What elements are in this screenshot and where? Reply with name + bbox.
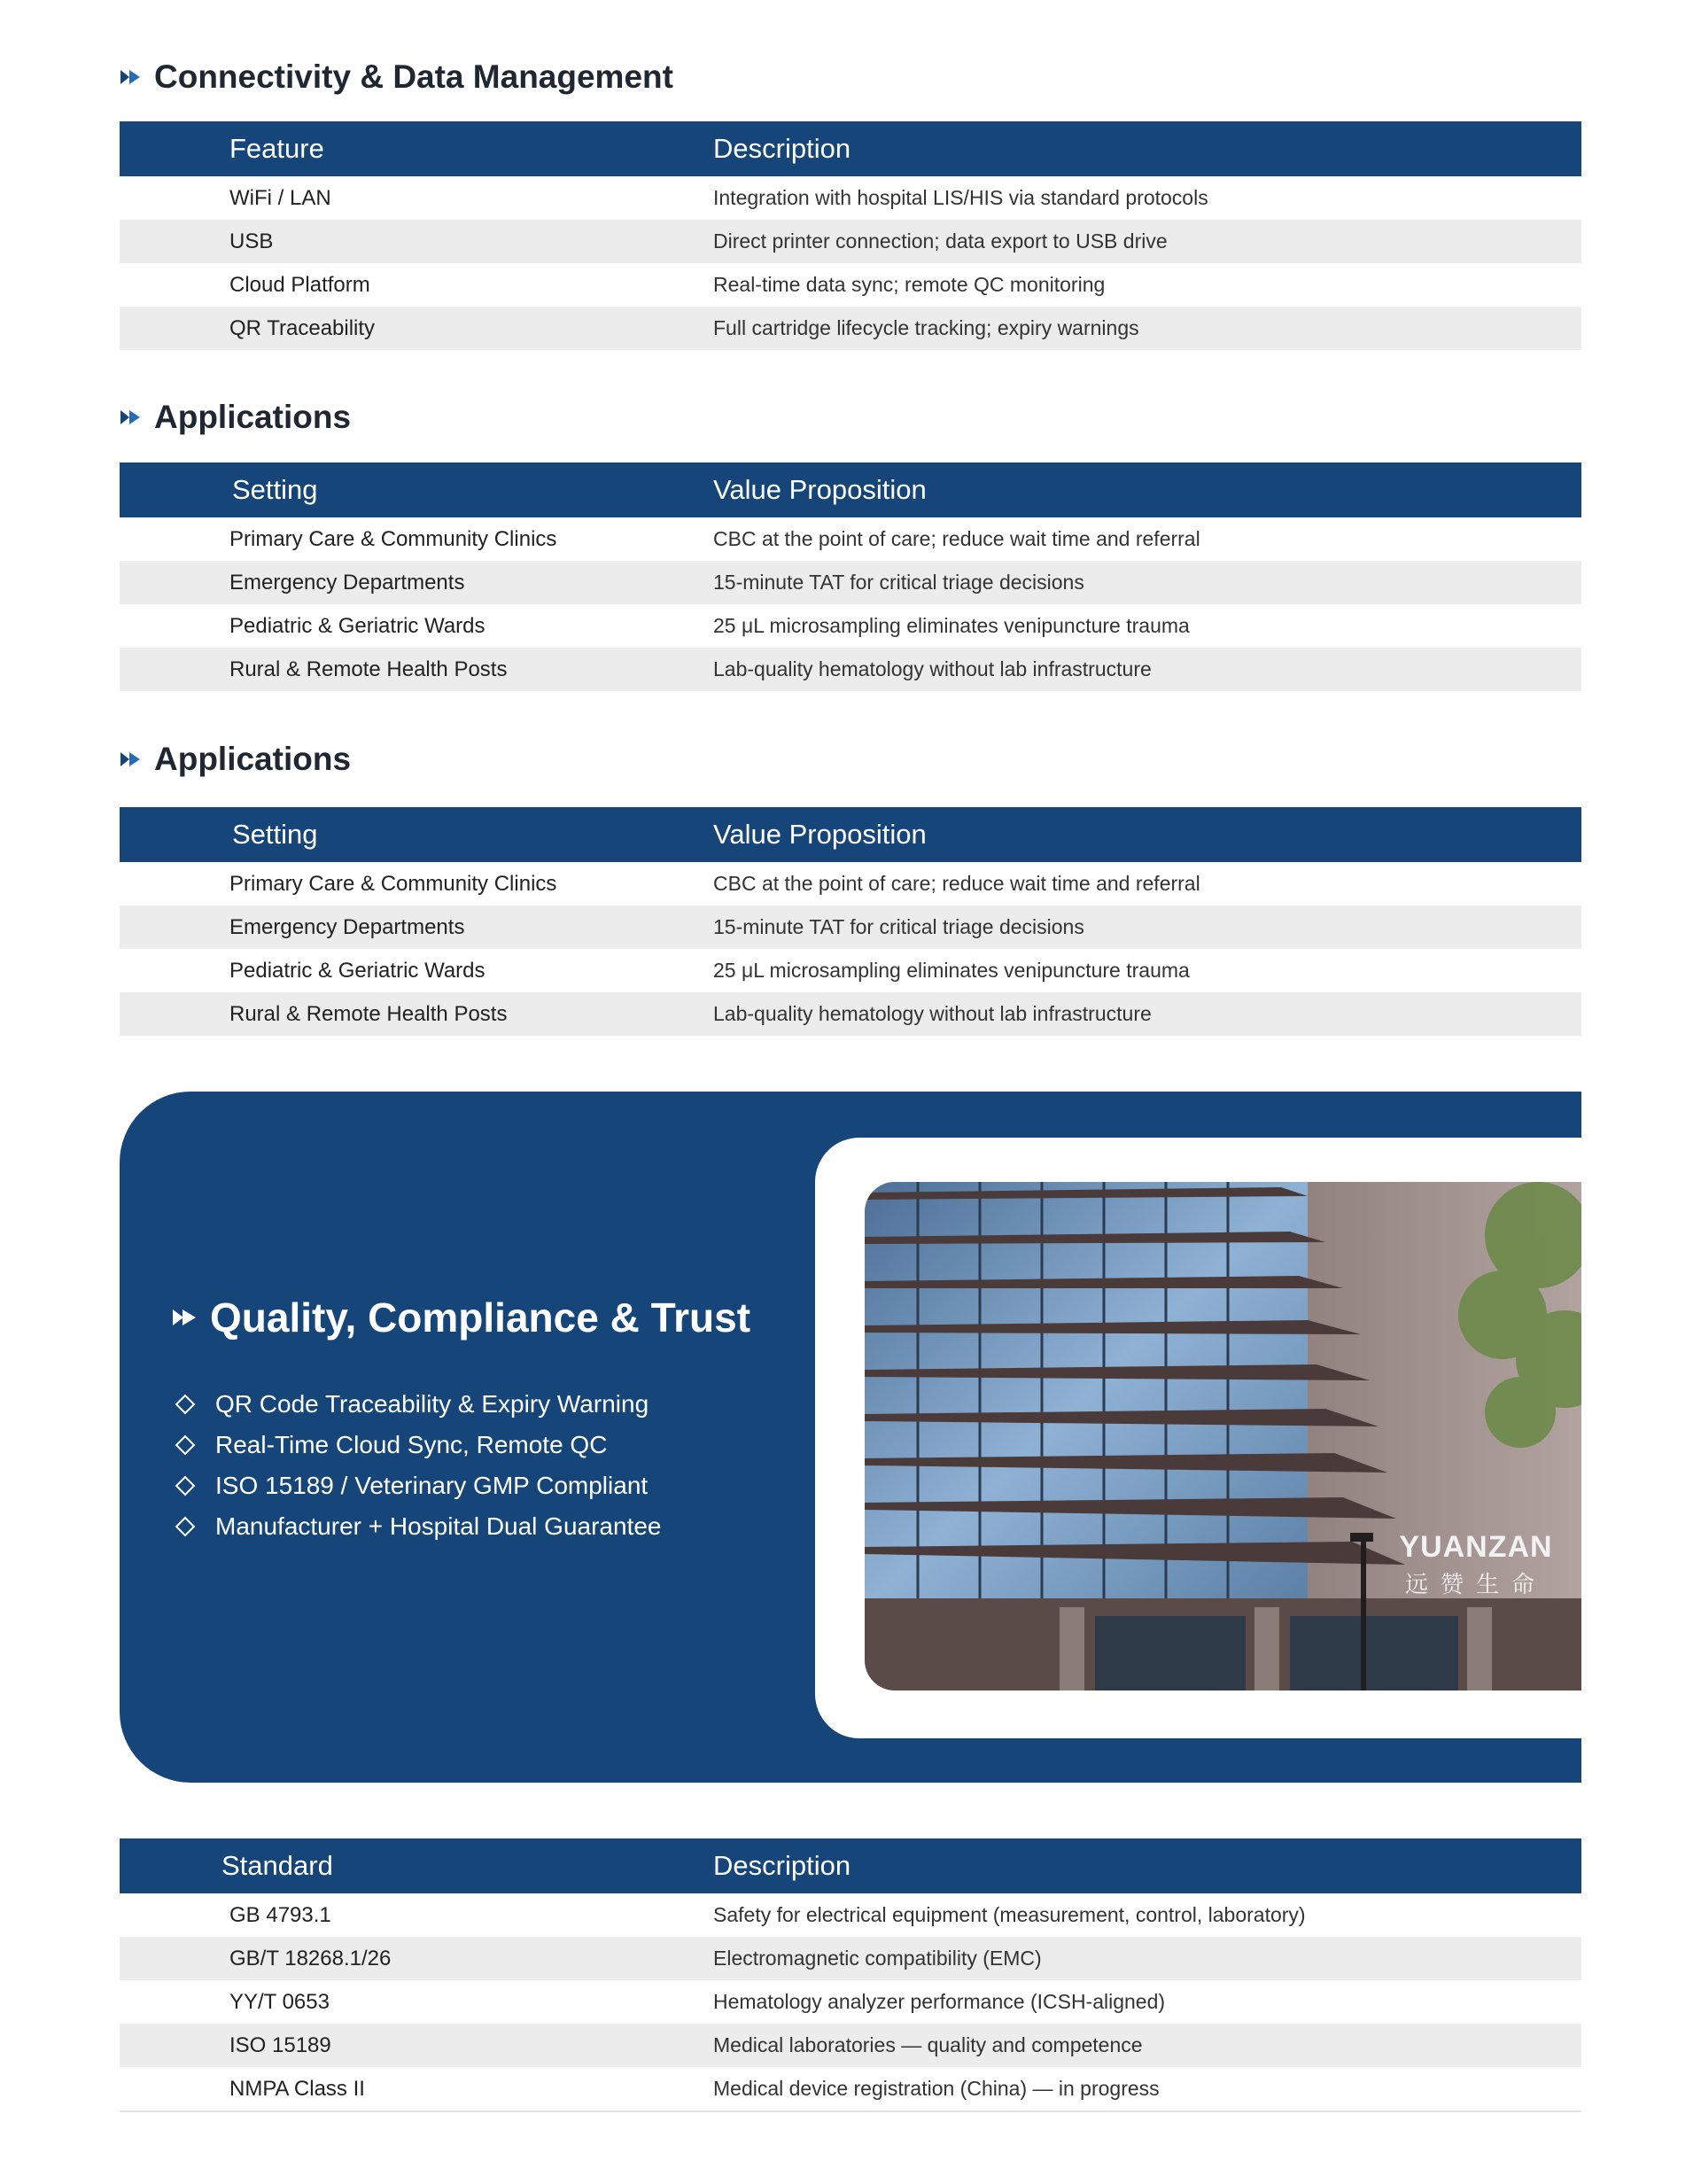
cell: Pediatric & Geriatric Wards [229, 958, 485, 983]
section-title-applications-2 [119, 741, 351, 778]
cell: Pediatric & Geriatric Wards [229, 613, 485, 638]
header-cell-setting: Setting [232, 819, 318, 850]
diamond-bullet-icon [175, 1395, 196, 1415]
cell: Lab-quality hematology without lab infrastructure [713, 657, 1152, 680]
header-cell-value-proposition: Value Proposition [713, 819, 927, 850]
header-cell-feature: Feature [229, 133, 324, 164]
building-photo [865, 1182, 1581, 1690]
cell: 15-minute TAT for critical triage decisions [713, 571, 1084, 594]
table-row [120, 307, 1581, 350]
cell: Primary Care & Community Clinics [229, 871, 557, 896]
table-row [120, 648, 1581, 691]
table-header [120, 1838, 1581, 1893]
section-title-text: Connectivity & Data Management [154, 58, 673, 95]
list-item [173, 1425, 662, 1465]
cell: YY/T 0653 [229, 1989, 330, 2014]
table-row [120, 517, 1581, 561]
table-row [120, 992, 1581, 1036]
double-arrow-icon [171, 1306, 198, 1329]
applications-table-2 [120, 807, 1581, 1036]
standards-table [120, 1838, 1581, 2112]
list-item-text: Real-Time Cloud Sync, Remote QC [215, 1431, 608, 1458]
building-sign-zh: 远赞生命 [1404, 1571, 1547, 1597]
cell: 25 μL microsampling eliminates venipuncture trauma [713, 959, 1190, 982]
cell: Emergency Departments [229, 570, 465, 595]
section-title-applications-1 [119, 399, 351, 436]
cell: Medical device registration (China) — in progress [713, 2077, 1160, 2100]
building-sign-en: YUANZAN [1399, 1530, 1553, 1564]
cell: 15-minute TAT for critical triage decisions [713, 915, 1084, 938]
header-cell-standard: Standard [221, 1850, 333, 1881]
table-row [120, 2067, 1581, 2110]
quality-banner [120, 1092, 1581, 1783]
applications-table-1 [120, 462, 1581, 691]
double-arrow-icon [119, 408, 142, 427]
cell: Medical laboratories — quality and competence [713, 2033, 1143, 2056]
cell: Safety for electrical equipment (measurement, control, laboratory) [713, 1903, 1306, 1926]
header-cell-description: Description [713, 1850, 851, 1881]
double-arrow-icon [119, 67, 142, 87]
cell: CBC at the point of care; reduce wait time and referral [713, 527, 1200, 550]
header-cell-setting: Setting [232, 474, 318, 505]
table-row [120, 949, 1581, 992]
cell: Real-time data sync; remote QC monitoring [713, 273, 1106, 296]
cell: CBC at the point of care; reduce wait time and referral [713, 872, 1200, 895]
list-item-text: ISO 15189 / Veterinary GMP Compliant [215, 1472, 649, 1499]
table-header [120, 121, 1581, 176]
section-title-text: Applications [154, 399, 352, 435]
cell: Hematology analyzer performance (ICSH-aligned) [713, 1990, 1166, 2013]
table-row [120, 1893, 1581, 1937]
cell: Electromagnetic compatibility (EMC) [713, 1947, 1042, 1970]
table-row [120, 263, 1581, 307]
table-row [120, 1980, 1581, 2024]
list-item [173, 1384, 662, 1425]
cell: QR Traceability [229, 315, 376, 340]
cell: Full cartridge lifecycle tracking; expiry warnings [713, 316, 1139, 339]
cell: Primary Care & Community Clinics [229, 526, 557, 551]
cell: 25 μL microsampling eliminates venipuncture trauma [713, 614, 1190, 637]
table-header [120, 462, 1581, 517]
banner-title [171, 1294, 750, 1341]
cell: GB 4793.1 [229, 1902, 331, 1927]
section-title-connectivity [119, 58, 673, 96]
header-cell-description: Description [713, 133, 851, 164]
diamond-bullet-icon [175, 1476, 196, 1496]
cell: Direct printer connection; data export to USB drive [713, 229, 1168, 253]
table-row [120, 561, 1581, 604]
list-item-text: Manufacturer + Hospital Dual Guarantee [215, 1512, 662, 1540]
table-row [120, 220, 1581, 263]
cell: Cloud Platform [229, 272, 370, 297]
photo-frame [815, 1138, 1581, 1738]
building-sign [1387, 1530, 1565, 1599]
diamond-bullet-icon [175, 1517, 196, 1537]
banner-title-text: Quality, Compliance & Trust [210, 1294, 751, 1341]
cell: Rural & Remote Health Posts [229, 1001, 508, 1026]
cell: Integration with hospital LIS/HIS via standard protocols [713, 186, 1208, 209]
table-row [120, 862, 1581, 905]
list-item [173, 1465, 662, 1506]
list-item-text: QR Code Traceability & Expiry Warning [215, 1390, 649, 1418]
table-row [120, 176, 1581, 220]
table-row [120, 604, 1581, 648]
cell: USB [229, 229, 274, 253]
connectivity-table [120, 121, 1581, 350]
cell: Lab-quality hematology without lab infrastructure [713, 1002, 1152, 1025]
cell: ISO 15189 [229, 2032, 331, 2057]
cell: Emergency Departments [229, 914, 465, 939]
cell: Rural & Remote Health Posts [229, 657, 508, 681]
cell: GB/T 18268.1/26 [229, 1946, 392, 1970]
table-row [120, 905, 1581, 949]
cell: WiFi / LAN [229, 185, 331, 210]
double-arrow-icon [119, 750, 142, 769]
table-row [120, 2024, 1581, 2067]
list-item [173, 1506, 662, 1547]
table-row [120, 1937, 1581, 1980]
building-illustration [865, 1182, 1581, 1690]
diamond-bullet-icon [175, 1435, 196, 1456]
quality-feature-list [173, 1384, 662, 1547]
header-cell-value-proposition: Value Proposition [713, 474, 927, 505]
section-title-text: Applications [154, 741, 352, 777]
table-header [120, 807, 1581, 862]
cell: NMPA Class II [229, 2076, 365, 2101]
